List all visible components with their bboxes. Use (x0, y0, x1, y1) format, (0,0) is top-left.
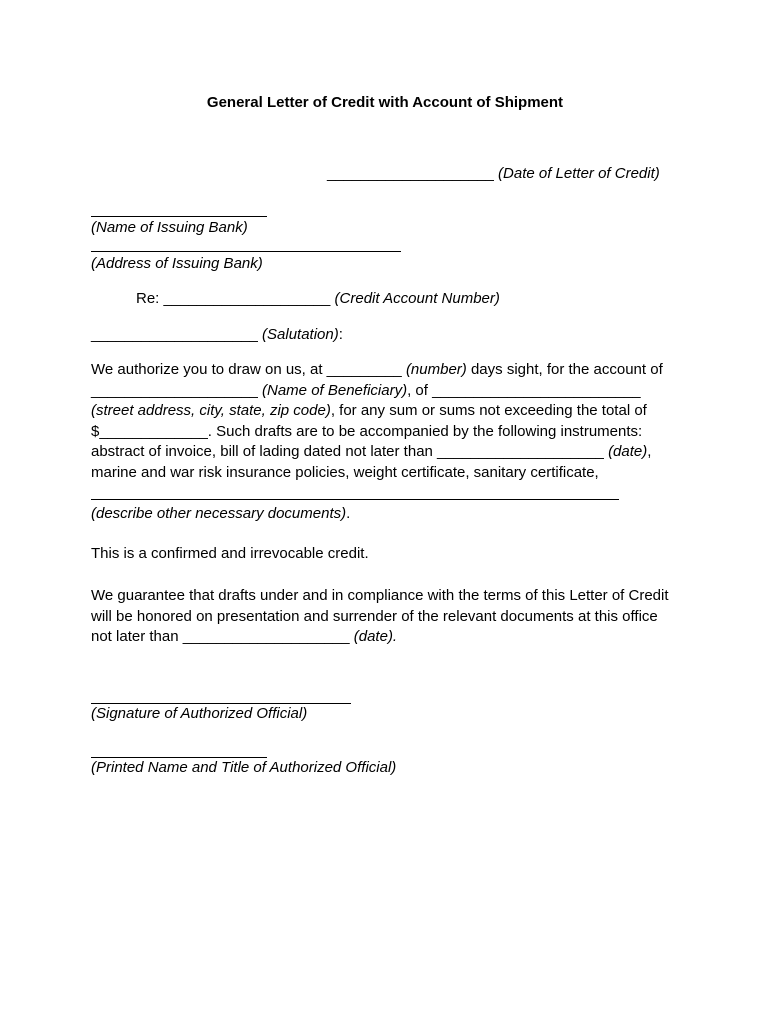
lading-date-label: (date) (608, 443, 648, 461)
signature-label-text: (Signature of Authorized Official) (91, 705, 308, 722)
body-line-2-text-a: ____________________ (91, 381, 263, 399)
salutation-blank: ____________________ (91, 326, 258, 343)
body-line-2 (91, 381, 681, 402)
body-line-5 (91, 442, 681, 463)
re-blank: ____________________ (163, 290, 331, 307)
guarantee-line-3-text-a: not later than ____________________ (91, 628, 354, 646)
salutation-line (91, 325, 343, 345)
other-documents-rule (91, 499, 619, 500)
body-line-2-text-c: , of _________________________ (407, 381, 641, 399)
body-line-1-text-a: We authorize you to draw on us, at _________ (91, 361, 406, 378)
presentation-date-label: (date). (353, 628, 398, 646)
confirmed-credit-statement: This is a confirmed and irrevocable credit. (91, 545, 369, 562)
salutation-label: (Salutation) (262, 326, 339, 343)
guarantee-line-2: will be honored on presentation and surrender of the relevant documents at this office (91, 607, 658, 625)
issuing-bank-address-rule (91, 251, 401, 252)
printed-name-label-text: (Printed Name and Title of Authorized Official) (91, 759, 397, 776)
street-address-label: (street address, city, state, zip code) (91, 402, 331, 420)
date-of-letter-line (327, 164, 660, 184)
body-line-5-text-c: , (647, 443, 652, 461)
issuing-bank-name-label (91, 218, 248, 238)
number-label: (number) (405, 361, 467, 378)
salutation-colon: : (338, 326, 343, 343)
credit-account-number-label: (Credit Account Number) (334, 290, 500, 307)
body-line-1-text-c: days sight, for the account of (466, 361, 663, 378)
re-line (136, 289, 500, 309)
guarantee-line-3 (91, 627, 681, 648)
body-line-4: $_____________. Such drafts are to be accompanied by the following instruments: (91, 422, 643, 440)
signature-label (91, 704, 307, 724)
issuing-bank-name-rule (91, 216, 267, 217)
issuing-bank-address-label (91, 254, 263, 274)
other-documents-period: . (346, 505, 351, 522)
body-line-5-text-a: abstract of invoice, bill of lading dated not later than ____________________ (91, 443, 609, 461)
beneficiary-name-label: (Name of Beneficiary) (262, 381, 408, 399)
printed-name-label (91, 758, 396, 778)
document-title: General Letter of Credit with Account of Shipment (206, 94, 564, 111)
date-of-letter-label: (Date of Letter of Credit) (498, 165, 660, 182)
other-documents-line (91, 504, 350, 524)
issuing-bank-address-text: (Address of Issuing Bank) (91, 255, 263, 272)
other-documents-label: (describe other necessary documents) (91, 505, 347, 522)
body-line-6: marine and war risk insurance policies, weight certificate, sanitary certificate, (91, 463, 599, 481)
date-blank: ____________________ (327, 165, 494, 182)
authorization-paragraph (91, 360, 681, 484)
guarantee-line-1: We guarantee that drafts under and in compliance with the terms of this Letter of Credit (91, 587, 669, 604)
re-label: Re: (136, 290, 160, 307)
body-line-3-text-b: , for any sum or sums not exceeding the total of (330, 402, 647, 420)
body-line-3 (91, 401, 681, 422)
body-line-1 (91, 360, 681, 381)
issuing-bank-name-text: (Name of Issuing Bank) (91, 219, 248, 236)
guarantee-paragraph (91, 586, 681, 648)
